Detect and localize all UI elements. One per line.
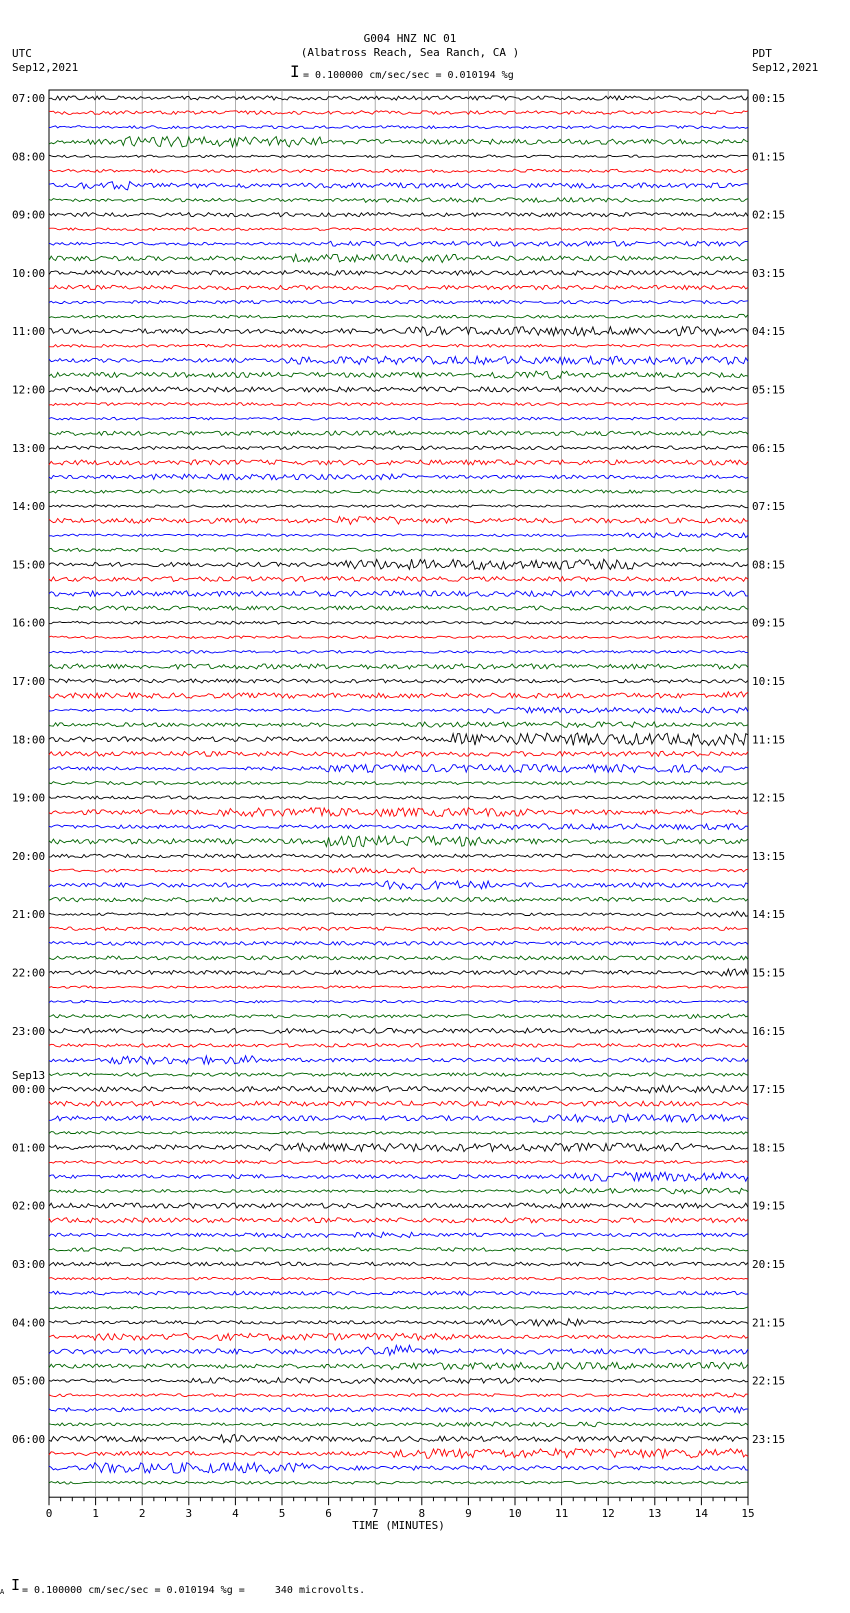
seismic-trace — [49, 505, 748, 508]
seismic-trace — [49, 651, 748, 654]
seismic-trace — [49, 927, 748, 931]
x-tick-label: 6 — [325, 1507, 332, 1521]
seismic-trace — [49, 300, 748, 303]
seismic-trace — [49, 679, 748, 683]
seismic-trace — [49, 1218, 748, 1223]
plot-frame — [49, 90, 748, 1497]
seismic-trace — [49, 371, 748, 379]
seismic-trace — [49, 1143, 748, 1151]
seismic-trace — [49, 1481, 748, 1484]
x-tick-label: 7 — [371, 1507, 379, 1521]
pdt-time-label: 12:15 — [752, 791, 786, 805]
seismic-trace — [49, 942, 748, 946]
seismic-trace — [49, 836, 748, 847]
seismic-trace — [49, 356, 748, 364]
pdt-time-label: 06:15 — [752, 441, 786, 455]
utc-time-label: 18:00 — [12, 733, 46, 747]
utc-time-label: 23:00 — [12, 1024, 46, 1038]
seismic-trace — [49, 198, 748, 203]
utc-time-label: 15:00 — [12, 558, 46, 572]
pdt-time-label: 05:15 — [752, 383, 786, 397]
seismic-trace — [49, 403, 748, 406]
x-tick-label: 4 — [232, 1507, 239, 1521]
utc-time-label: 03:00 — [12, 1258, 46, 1271]
pdt-time-label: 09:15 — [752, 616, 786, 630]
footer-mark: A — [0, 1588, 5, 1596]
seismic-trace — [49, 911, 748, 917]
seismic-trace — [49, 1028, 748, 1033]
seismic-trace — [49, 1172, 748, 1181]
pdt-time-label: 01:15 — [752, 150, 786, 164]
seismic-trace — [49, 1362, 748, 1369]
seismic-trace — [49, 1188, 748, 1194]
pdt-time-label: 17:15 — [752, 1083, 786, 1097]
seismic-trace — [49, 636, 748, 639]
seismic-trace — [49, 285, 748, 289]
right-date: Sep12,2021 — [752, 61, 819, 74]
seismic-trace — [49, 1014, 748, 1019]
seismic-trace — [49, 387, 748, 392]
seismic-trace — [49, 1056, 748, 1064]
seismic-trace — [49, 606, 748, 610]
pdt-time-label: 11:15 — [752, 733, 786, 747]
seismic-trace — [49, 577, 748, 582]
seismic-trace — [49, 126, 748, 129]
seismic-trace — [49, 1291, 748, 1295]
seismic-trace — [49, 533, 748, 538]
seismic-trace — [49, 548, 748, 552]
seismic-trace — [49, 1422, 748, 1427]
seismic-trace — [49, 1085, 748, 1093]
seismic-trace — [49, 1393, 748, 1397]
utc-time-label: 00:00 — [12, 1083, 46, 1097]
seismic-trace — [49, 213, 748, 217]
pdt-time-label: 00:15 — [752, 92, 786, 105]
utc-time-label: 04:00 — [12, 1316, 46, 1330]
utc-time-label: 01:00 — [12, 1141, 46, 1155]
utc-time-label: 10:00 — [12, 266, 46, 280]
pdt-time-label: 16:15 — [752, 1024, 786, 1038]
seismic-trace — [49, 1333, 748, 1340]
utc-time-label: 13:00 — [12, 441, 46, 455]
scale-text: = 0.100000 cm/sec/sec = 0.010194 %g — [303, 70, 514, 81]
x-tick-label: 8 — [418, 1507, 426, 1521]
seismic-trace — [49, 182, 748, 190]
seismic-trace — [49, 986, 748, 989]
seismic-trace — [49, 664, 748, 669]
x-tick-label: 1 — [92, 1507, 99, 1521]
utc-time-label: 16:00 — [12, 616, 46, 630]
seismic-trace — [49, 228, 748, 231]
seismic-trace — [49, 490, 748, 493]
pdt-time-label: 14:15 — [752, 908, 786, 922]
right-timezone: PDT — [752, 47, 772, 60]
x-tick-label: 10 — [508, 1507, 522, 1521]
seismic-trace — [49, 460, 748, 465]
seismic-trace — [49, 751, 748, 756]
seismic-trace — [49, 692, 748, 699]
seismic-trace — [49, 474, 748, 480]
x-tick-label: 15 — [741, 1507, 755, 1521]
x-tick-label: 12 — [601, 1507, 615, 1521]
utc-time-label: 14:00 — [12, 500, 46, 514]
seismic-trace — [49, 868, 748, 873]
utc-time-label: 05:00 — [12, 1374, 46, 1388]
seismic-trace — [49, 1449, 748, 1459]
seismic-trace — [49, 1000, 748, 1003]
seismic-trace — [49, 431, 748, 436]
utc-time-label: 08:00 — [12, 150, 46, 164]
station-location: (Albatross Reach, Sea Ranch, CA ) — [300, 46, 520, 59]
chart-title: G004 HNZ NC 01 — [363, 32, 457, 45]
seismic-trace — [49, 96, 748, 100]
x-tick-label: 11 — [554, 1507, 569, 1521]
seismic-trace — [49, 1345, 748, 1355]
seismic-trace — [49, 1248, 748, 1252]
seismic-trace — [49, 733, 748, 746]
pdt-time-label: 03:15 — [752, 266, 786, 280]
pdt-time-label: 23:15 — [752, 1432, 786, 1446]
utc-time-label: 12:00 — [12, 383, 46, 397]
seismic-trace — [49, 169, 748, 172]
seismic-trace — [49, 765, 748, 773]
pdt-time-label: 22:15 — [752, 1374, 786, 1388]
utc-time-label: 11:00 — [12, 325, 46, 339]
utc-time-label: 21:00 — [12, 908, 46, 922]
seismic-trace — [49, 559, 748, 569]
pdt-time-label: 19:15 — [752, 1199, 786, 1213]
pdt-time-label: 18:15 — [752, 1141, 786, 1155]
seismic-trace — [49, 707, 748, 713]
seismic-trace — [49, 417, 748, 420]
pdt-time-label: 15:15 — [752, 966, 786, 980]
footer-scale-bar-icon: I — [11, 1576, 21, 1594]
x-tick-label: 5 — [278, 1507, 286, 1521]
seismic-trace — [49, 1435, 748, 1443]
seismic-trace — [49, 824, 748, 830]
x-tick-label: 2 — [138, 1507, 146, 1521]
seismic-trace — [49, 241, 748, 246]
seismic-trace — [49, 1160, 748, 1163]
seismic-trace — [49, 1463, 748, 1474]
footer-scale-text: = 0.100000 cm/sec/sec = 0.010194 %g = 340 microvolts. — [22, 1585, 366, 1596]
seismic-trace — [49, 1044, 748, 1048]
seismic-trace — [49, 1319, 748, 1326]
utc-time-label: 20:00 — [12, 849, 46, 863]
pdt-time-label: 13:15 — [752, 849, 786, 863]
seismic-trace — [49, 854, 748, 858]
seismic-trace — [49, 881, 748, 890]
pdt-time-label: 04:15 — [752, 325, 786, 339]
scale-bar-icon: I — [290, 62, 300, 81]
seismic-trace — [49, 808, 748, 817]
seismic-trace — [49, 722, 748, 728]
seismic-trace — [49, 155, 748, 157]
utc-time-label: 17:00 — [12, 675, 46, 688]
seismic-trace — [49, 781, 748, 784]
seismic-trace — [49, 137, 748, 147]
pdt-time-label: 10:15 — [752, 675, 786, 688]
seismic-trace — [49, 1307, 748, 1309]
x-axis-label: TIME (MINUTES) — [352, 1519, 445, 1533]
seismic-trace — [49, 1132, 748, 1135]
seismic-trace — [49, 956, 748, 960]
seismic-trace — [49, 1262, 748, 1266]
x-tick-label: 3 — [185, 1507, 193, 1521]
seismic-trace — [49, 1277, 748, 1280]
utc-time-label: 06:00 — [12, 1432, 46, 1446]
x-tick-label: 13 — [648, 1507, 662, 1521]
x-tick-label: 14 — [694, 1507, 709, 1521]
utc-time-label: 09:00 — [12, 208, 46, 222]
seismic-trace — [49, 591, 748, 597]
seismic-trace — [49, 969, 748, 976]
day-change-label: Sep13 — [12, 1069, 46, 1083]
seismic-trace — [49, 1232, 748, 1238]
seismic-trace — [49, 327, 748, 336]
pdt-time-label: 07:15 — [752, 500, 786, 514]
seismic-trace — [49, 621, 748, 624]
seismic-trace — [49, 314, 748, 318]
seismic-trace — [49, 517, 748, 525]
pdt-time-label: 02:15 — [752, 208, 786, 222]
seismic-trace — [49, 446, 748, 450]
seismic-trace — [49, 1203, 748, 1208]
utc-time-label: 22:00 — [12, 966, 46, 980]
left-timezone: UTC — [12, 47, 32, 60]
seismic-trace — [49, 1407, 748, 1413]
pdt-time-label: 20:15 — [752, 1258, 786, 1271]
x-tick-label: 9 — [465, 1507, 472, 1521]
seismic-trace — [49, 1073, 748, 1076]
seismic-trace — [49, 111, 748, 115]
seismic-trace — [49, 254, 748, 262]
seismic-trace — [49, 1378, 748, 1384]
seismic-trace — [49, 271, 748, 276]
seismic-trace — [49, 1114, 748, 1122]
utc-time-label: 02:00 — [12, 1199, 46, 1213]
left-date: Sep12,2021 — [12, 61, 79, 74]
seismic-trace — [49, 898, 748, 902]
x-tick-label: 0 — [45, 1507, 53, 1521]
seismic-trace — [49, 796, 748, 799]
seismic-trace — [49, 344, 748, 347]
pdt-time-label: 21:15 — [752, 1316, 786, 1330]
pdt-time-label: 08:15 — [752, 558, 786, 572]
seismic-trace — [49, 1101, 748, 1106]
utc-time-label: 19:00 — [12, 791, 46, 805]
utc-time-label: 07:00 — [12, 92, 46, 105]
